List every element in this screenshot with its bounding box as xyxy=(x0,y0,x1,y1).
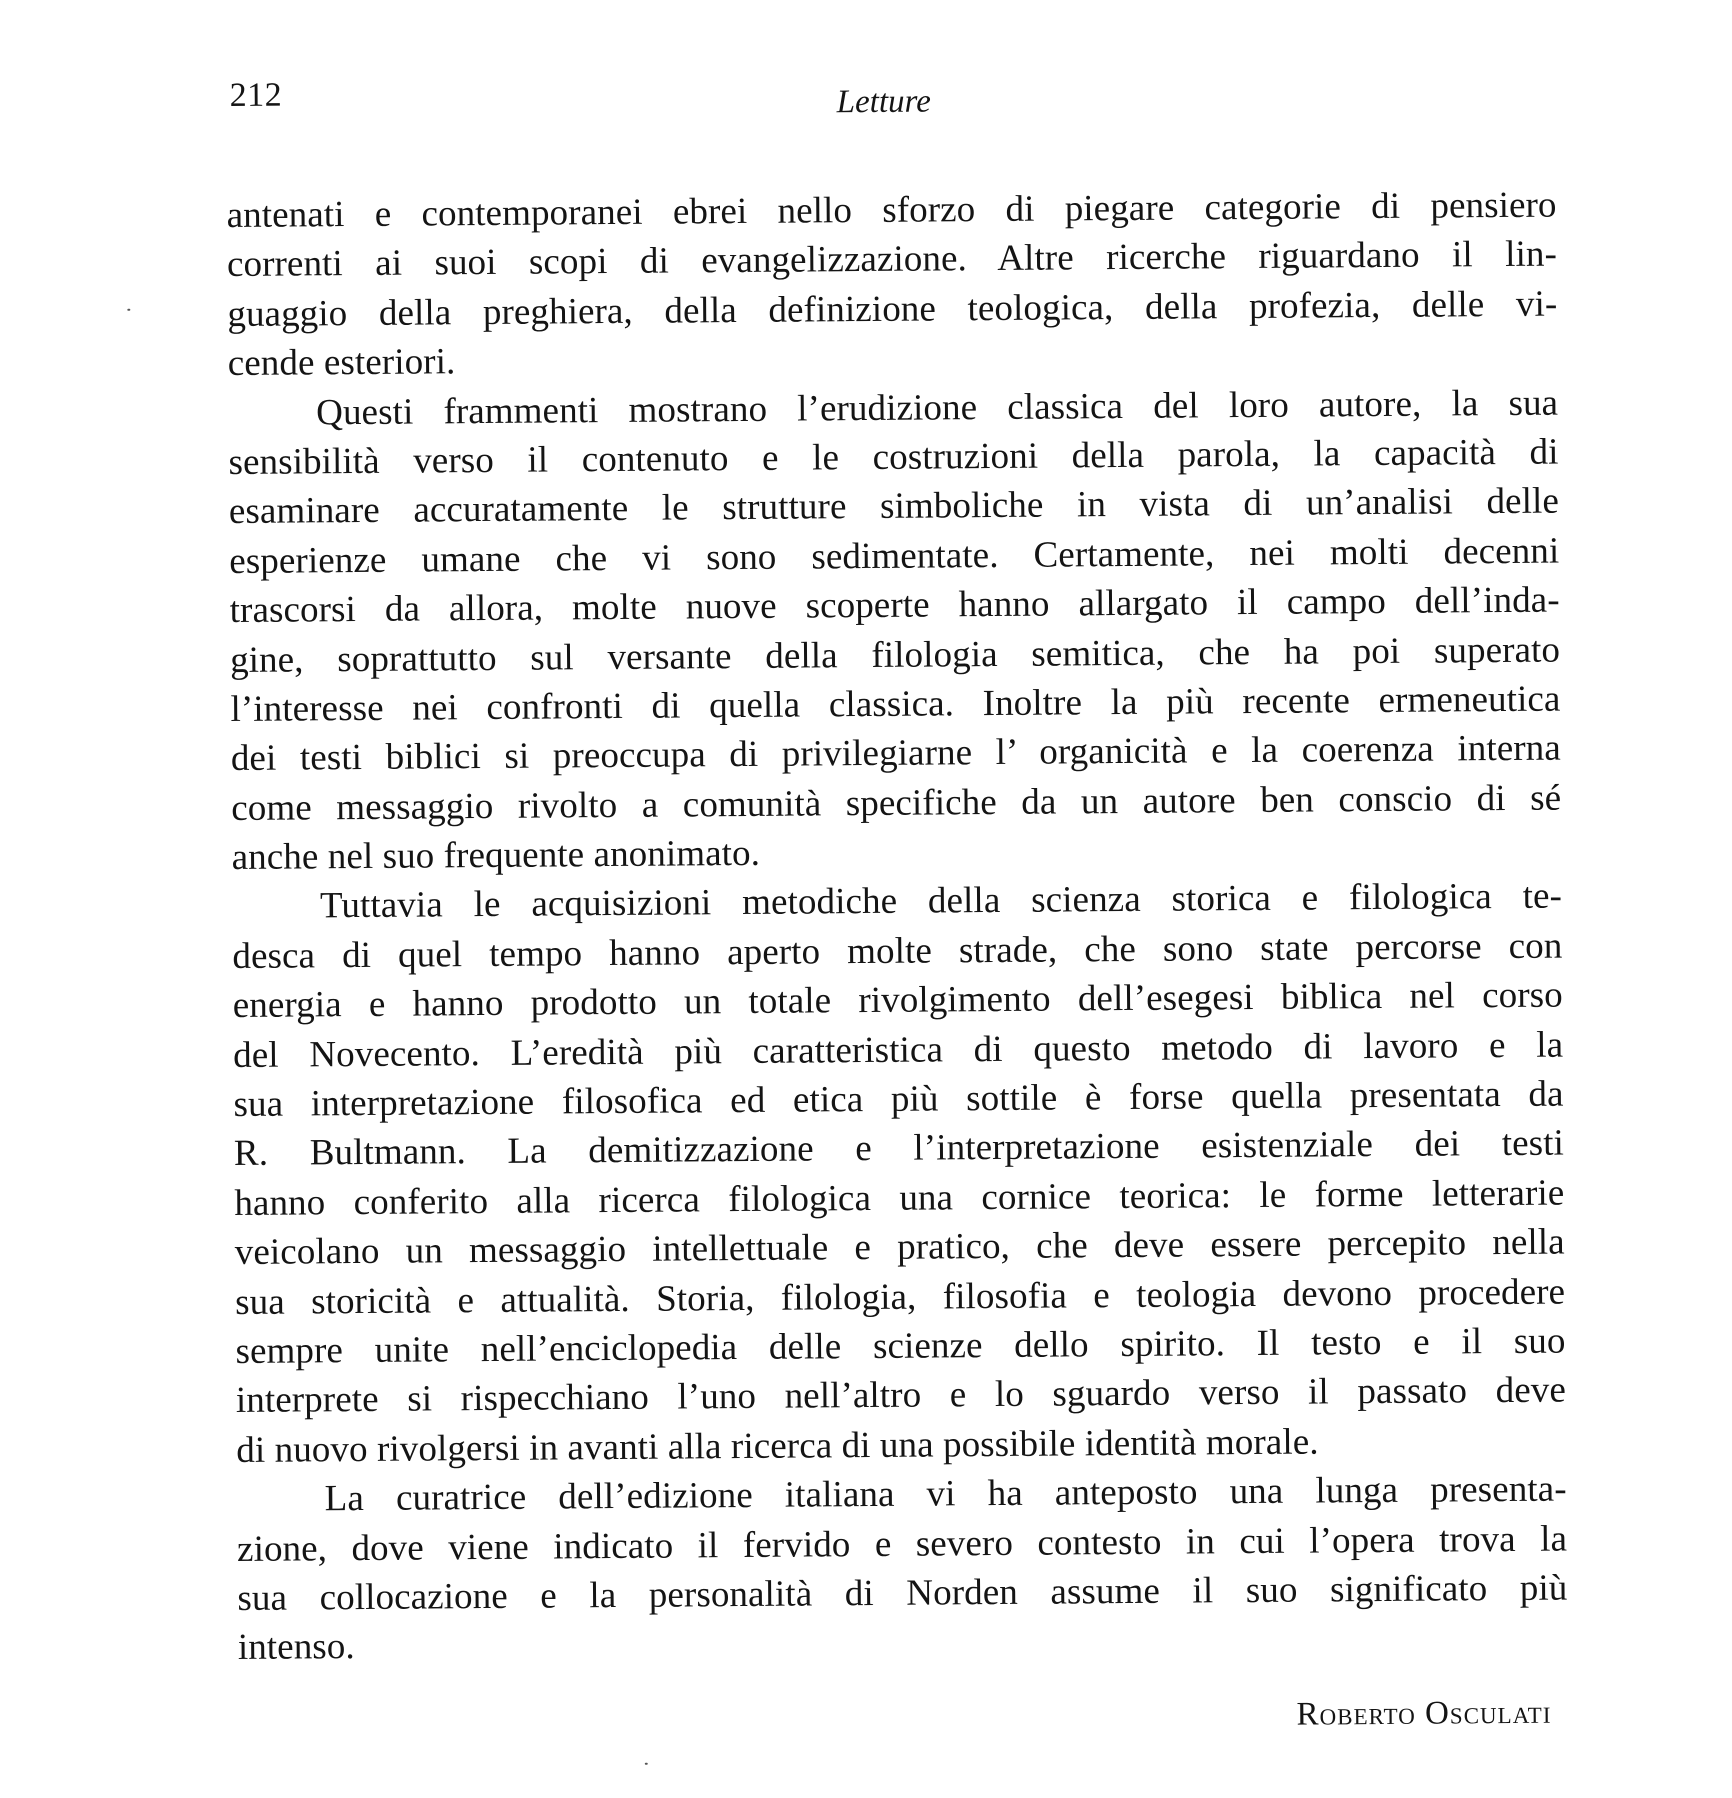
text-line: anche nel suo frequente anonimato. xyxy=(231,832,761,879)
article-body xyxy=(226,181,1568,1673)
text-line: di nuovo rivolgersi in avanti alla ricerca di una possibile identità morale. xyxy=(236,1421,1319,1471)
running-title: Letture xyxy=(836,83,931,121)
text-line: hanno conferito alla ricerca filologica una cornice teorica: le forme letterarie xyxy=(234,1172,1565,1224)
text-line: guaggio della preghiera, della definizione teologica, della profezia, delle vi- xyxy=(227,283,1558,335)
text-line: interprete si rispecchiano l’uno nell’altro e lo sguardo verso il passato deve xyxy=(235,1369,1567,1422)
text-line: esperienze umane che vi sono sedimentate. Certamente, nei molti decenni xyxy=(229,530,1560,582)
text-line: correnti ai suoi scopi di evangelizzazione. Altre ricerche riguardano il lin- xyxy=(226,233,1558,286)
text-line: trascorsi da allora, molte nuove scoperte hanno allargato il campo dell’inda- xyxy=(229,579,1560,632)
paragraph xyxy=(232,872,1567,1475)
scan-speck xyxy=(127,309,130,311)
text-line: come messaggio rivolto a comunità specifiche da un autore ben conscio di sé xyxy=(231,777,1562,829)
text-line: R. Bultmann. La demitizzazione e l’interpretazione esistenziale dei testi xyxy=(233,1122,1565,1175)
text-line: veicolano un messaggio intellettuale e pratico, che deve essere percepito nella xyxy=(234,1221,1565,1274)
page-number: 212 xyxy=(229,76,283,115)
paragraph xyxy=(226,181,1558,389)
text-line: l’interesse nei confronti di quella classica. Inoltre la più recente ermeneutica xyxy=(230,678,1561,730)
text-line: intenso. xyxy=(237,1626,355,1669)
text-line: energia e hanno prodotto un totale rivolgimento dell’esegesi biblica nel corso xyxy=(232,974,1563,1027)
scan-speck xyxy=(645,1763,648,1765)
text-line: Questi frammenti mostrano l’erudizione classica del loro autore, la sua xyxy=(315,382,1559,433)
text-line: esaminare accuratamente le strutture simboliche in vista di un’analisi delle xyxy=(228,480,1560,533)
text-line: sua collocazione e la personalità di Norden assume il suo significato più xyxy=(237,1567,1568,1619)
text-line: sempre unite nell’enciclopedia delle scienze dello spirito. Il testo e il suo xyxy=(235,1320,1566,1372)
text-line: del Novecento. L’eredità più caratteristica di questo metodo di lavoro e la xyxy=(233,1024,1564,1076)
text-line: sua storicità e attualità. Storia, filologia, filosofia e teologia devono procedere xyxy=(234,1271,1566,1323)
text-line: dei testi biblici si preoccupa di privilegiarne l’ organicità e la coerenza interna xyxy=(230,727,1561,780)
author-signature: Roberto Osculati xyxy=(1296,1694,1552,1733)
paragraph xyxy=(236,1465,1568,1673)
text-line: cende esteriori. xyxy=(227,341,456,385)
text-line: Tuttavia le acquisizioni metodiche della scienza storica e filologica te- xyxy=(319,876,1563,927)
text-line: gine, soprattutto sul versante della filologia semitica, che ha poi superato xyxy=(229,629,1561,681)
paragraph xyxy=(228,378,1562,882)
text-line: antenati e contemporanei ebrei nello sforzo di piegare categorie di pensiero xyxy=(226,184,1557,237)
text-line: sua interpretazione filosofica ed etica più sottile è forse quella presentata da xyxy=(233,1073,1564,1126)
text-line: zione, dove viene indicato il fervido e severo contesto in cui l’opera trova la xyxy=(236,1518,1568,1570)
text-line: desca di quel tempo hanno aperto molte strade, che sono state percorse con xyxy=(232,925,1563,977)
text-line: sensibilità verso il contenuto e le costruzioni della parola, la capacità di xyxy=(228,431,1559,483)
text-line: La curatrice dell’edizione italiana vi ha anteposto una lunga presenta- xyxy=(324,1468,1567,1520)
